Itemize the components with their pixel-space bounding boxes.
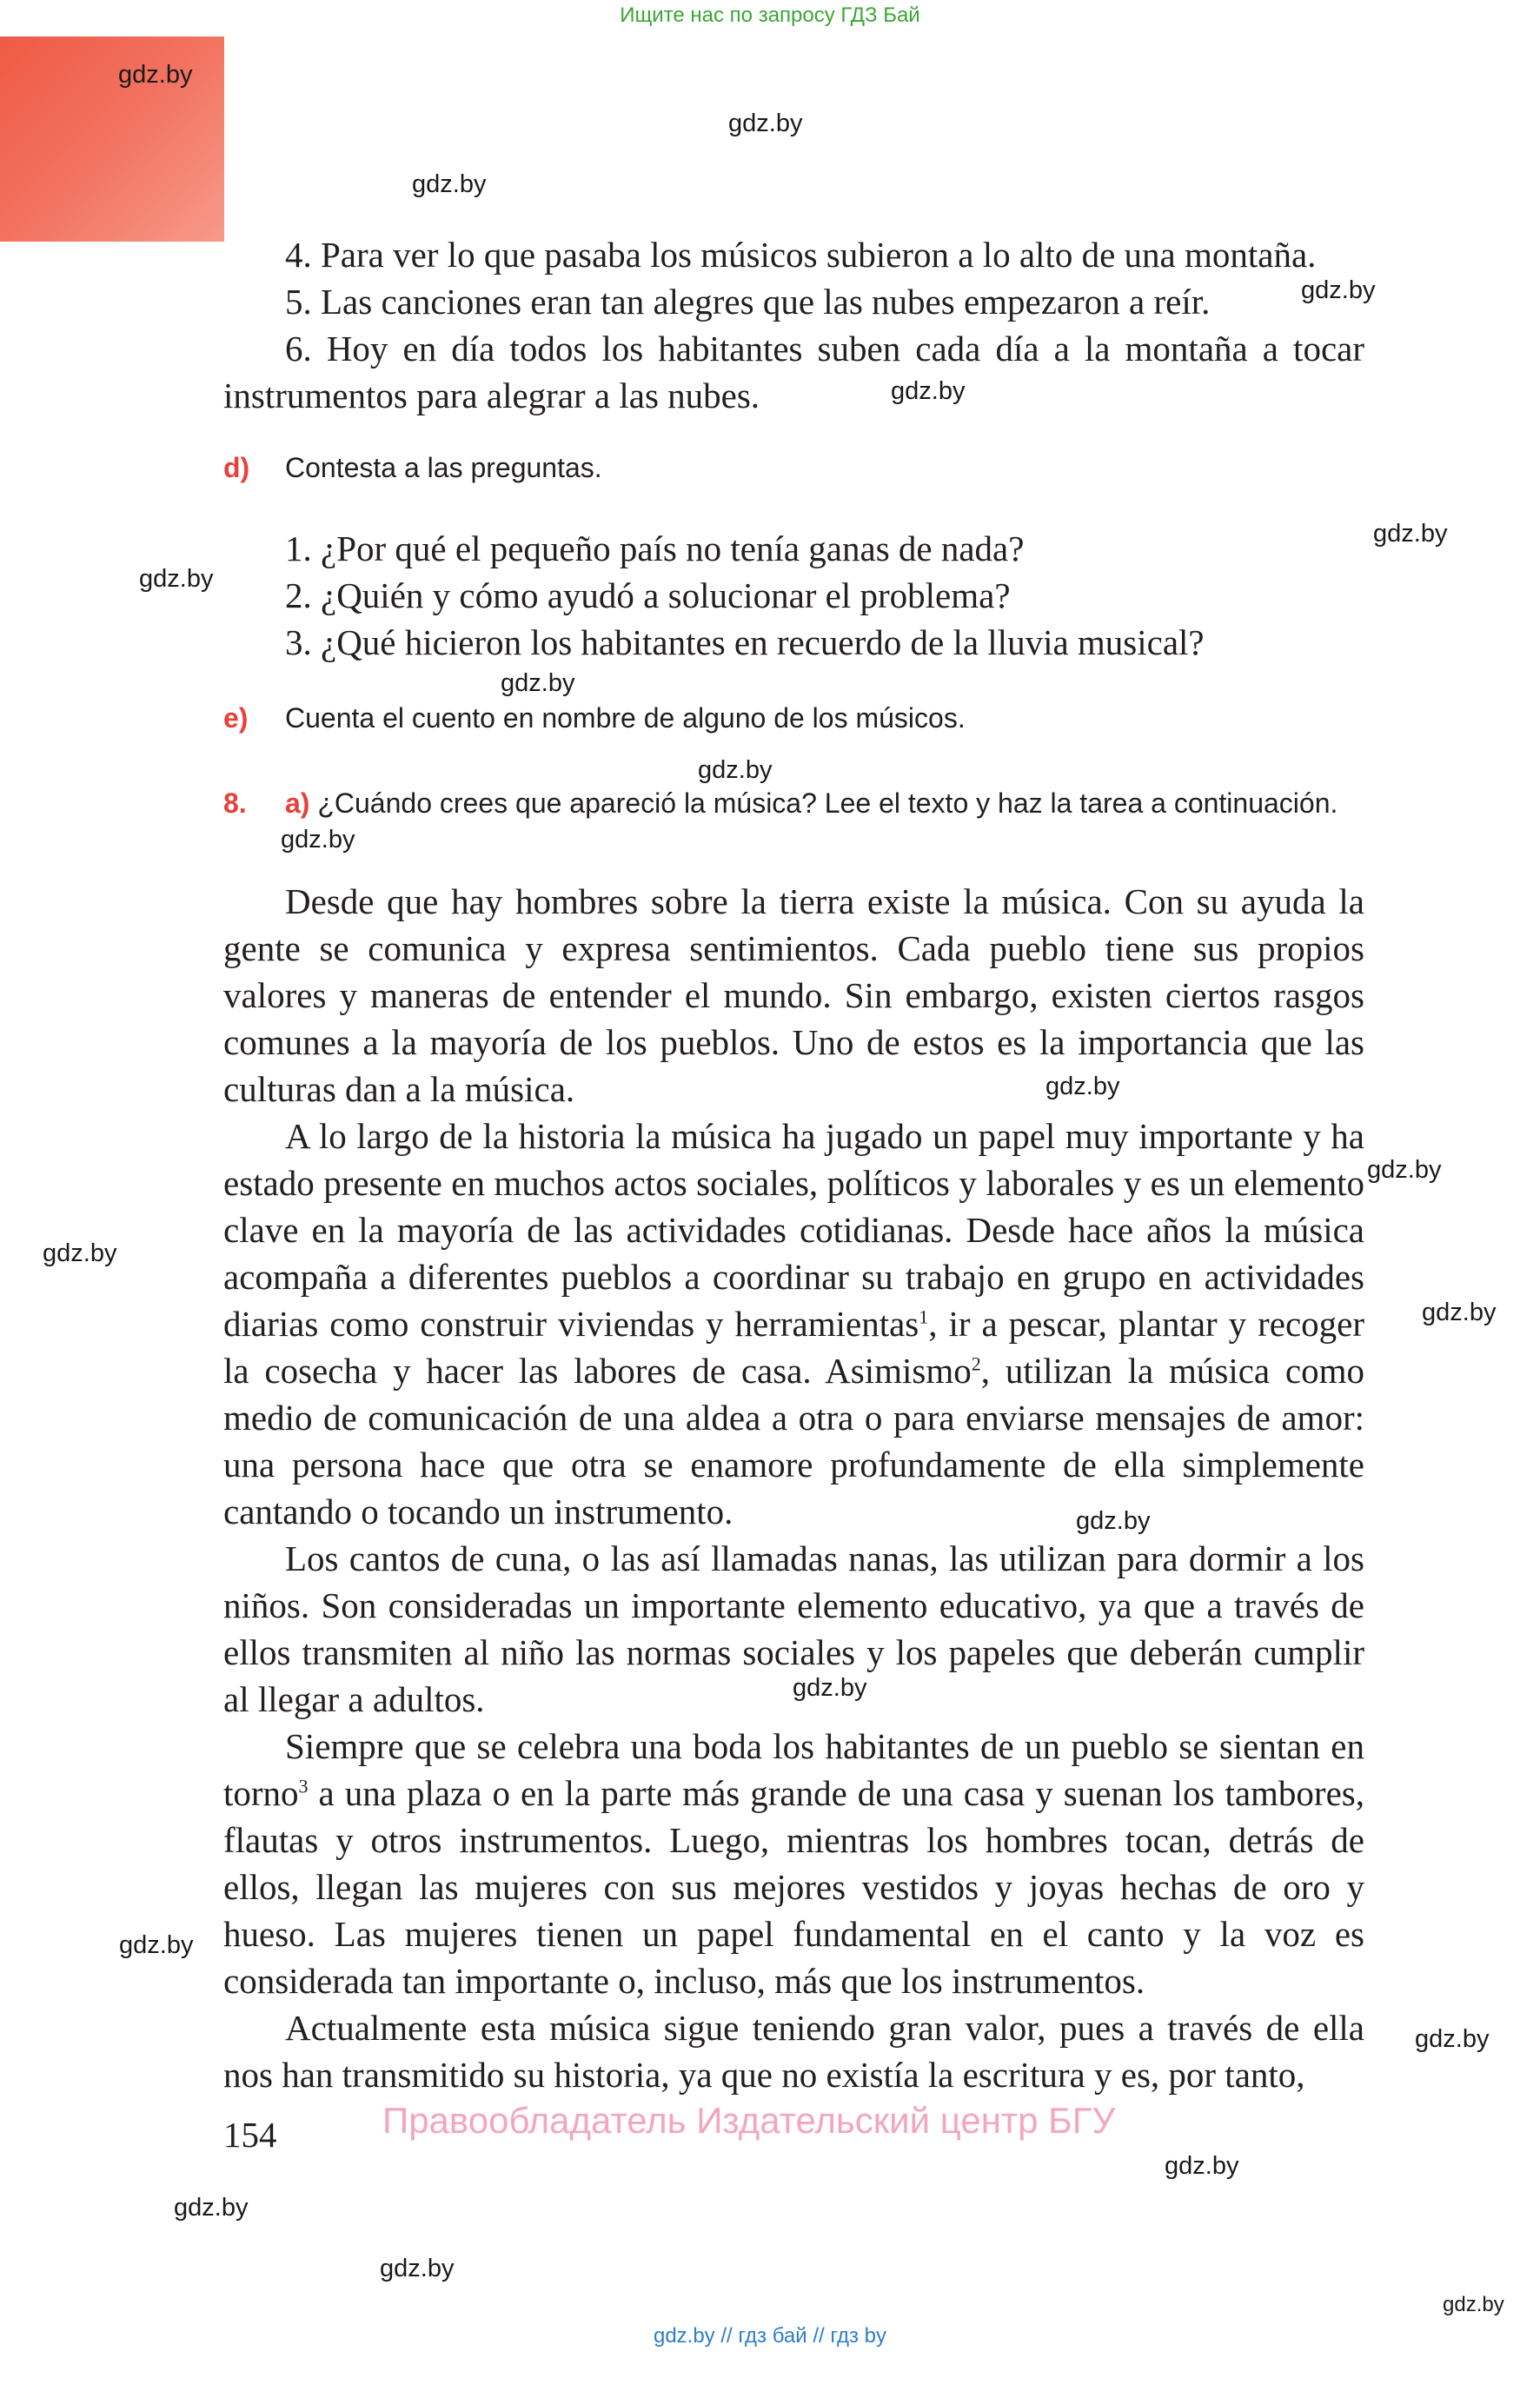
task-e bbox=[223, 702, 966, 734]
bottom-links[interactable]: gdz.by // гдз бай // гдз by bbox=[653, 2324, 887, 2348]
rights-notice: Правообладатель Издательский центр БГУ bbox=[382, 2100, 1116, 2141]
watermark: gdz.by bbox=[412, 170, 487, 198]
list-item-continuation: instrumentos para alegrar a las nubes. bbox=[223, 375, 760, 415]
watermark: gdz.by bbox=[1443, 2293, 1504, 2316]
task-text: ¿Cuándo crees que apareció la música? Lee el texto y haz la tarea a continuación. bbox=[317, 787, 1338, 819]
watermark: gdz.by bbox=[1373, 520, 1448, 548]
watermark: gdz.by bbox=[891, 377, 966, 405]
question-item: 2. ¿Quién y cómo ayudó a solucionar el problema? bbox=[285, 575, 1011, 615]
paragraph: Siempre que se celebra una boda los habitantes de un pueblo se sientan en torno$^3$ a una plaza o en la parte más grande de una casa y suenan los tambores, flautas y otros instrumentos. Luego, mientras los hombres tocan, detrás de ellos, llegan las mujeres con sus mejores vestidos y joyas hechas de oro y hueso. Las mujeres tienen un papel fundamental en el canto y la voz es considerada tan importante o, incluso, más que los instrumentos. bbox=[223, 1726, 1364, 2001]
watermark: gdz.by bbox=[380, 2255, 455, 2282]
task-marker: e) bbox=[223, 702, 249, 734]
watermark: gdz.by bbox=[118, 61, 193, 89]
task-number: 8. bbox=[223, 787, 247, 819]
watermark: gdz.by bbox=[174, 2194, 249, 2222]
task-8 bbox=[223, 787, 1338, 820]
watermark: gdz.by bbox=[1076, 1507, 1151, 1535]
watermark: gdz.by bbox=[698, 756, 773, 784]
watermark: gdz.by bbox=[1422, 1299, 1497, 1326]
watermark: gdz.by bbox=[1367, 1156, 1442, 1184]
question-item: 3. ¿Qué hicieron los habitantes en recuerdo de la lluvia musical? bbox=[285, 622, 1205, 662]
watermark: gdz.by bbox=[139, 565, 214, 593]
paragraph: Los cantos de cuna, o las así llamadas nanas, las utilizan para dormir a los niños. Son consideradas un importante elemento educativo, ya que a través de ellos transmiten al niño las normas sociales y los papeles que deberán cumplir al llegar a adultos. bbox=[223, 1538, 1364, 1719]
watermark: gdz.by bbox=[281, 826, 355, 854]
watermark: gdz.by bbox=[1301, 276, 1376, 304]
watermark: gdz.by bbox=[793, 1674, 867, 1702]
watermark: gdz.by bbox=[119, 1931, 194, 1959]
task-marker: a) bbox=[285, 787, 310, 819]
task-text: Cuenta el cuento en nombre de alguno de los músicos. bbox=[285, 702, 966, 734]
watermark: gdz.by bbox=[728, 110, 803, 137]
page-number: 154 bbox=[223, 2115, 277, 2155]
paragraph: Desde que hay hombres sobre la tierra existe la música. Con su ayuda la gente se comunica y expresa sentimientos. Cada pueblo tiene sus propios valores y maneras de entender el mundo. Sin embargo, existen ciertos rasgos comunes a la mayoría de los pueblos. Uno de estos es la importancia que las culturas dan a la música. bbox=[223, 881, 1364, 1109]
reading-text bbox=[223, 878, 1364, 2098]
task-marker: d) bbox=[223, 452, 250, 483]
list-item: 4. Para ver lo que pasaba los músicos subieron a lo alto de una montaña. bbox=[285, 235, 1317, 275]
watermark: gdz.by bbox=[501, 669, 575, 697]
watermark: gdz.by bbox=[1415, 2025, 1490, 2053]
watermark: gdz.by bbox=[43, 1239, 117, 1267]
question-item: 1. ¿Por qué el pequeño país no tenía ganas de nada? bbox=[285, 528, 1025, 568]
task-d bbox=[223, 452, 602, 484]
list-item: 5. Las canciones eran tan alegres que las nubes empezaron a reír. bbox=[285, 282, 1211, 322]
paragraph: Actualmente esta música sigue teniendo gran valor, pues a través de ella nos han transmitido su historia, ya que no existía la escritura y es, por tanto, bbox=[223, 2008, 1364, 2095]
list-item: 6. Hoy en día todos los habitantes suben cada día a la montaña a tocar bbox=[285, 329, 1364, 369]
watermark: gdz.by bbox=[1045, 1073, 1120, 1100]
top-banner[interactable]: Ищите нас по запросу ГДЗ Бай bbox=[620, 3, 920, 27]
watermark: gdz.by bbox=[1165, 2152, 1239, 2180]
task-text: Contesta a las preguntas. bbox=[285, 452, 602, 483]
paragraph: A lo largo de la historia la música ha jugado un papel muy importante y ha estado presente en muchos actos sociales, políticos y laborales y es un elemento clave en la mayoría de las actividades cotidianas. Desde hace años la música acompaña a diferentes pueblos a coordinar su trabajo en grupo en actividades diarias como construir viviendas y herramientas$^1$, ir a pescar, plantar y recoger la cosecha y hacer las labores de casa. Asimismo$^2$, utilizan la música como medio de comunicación de una aldea a otra o para enviarse mensajes de amor: una persona hace que otra se enamore profundamente de ella simplemente cantando o tocando un instrumento. bbox=[223, 1116, 1364, 1531]
